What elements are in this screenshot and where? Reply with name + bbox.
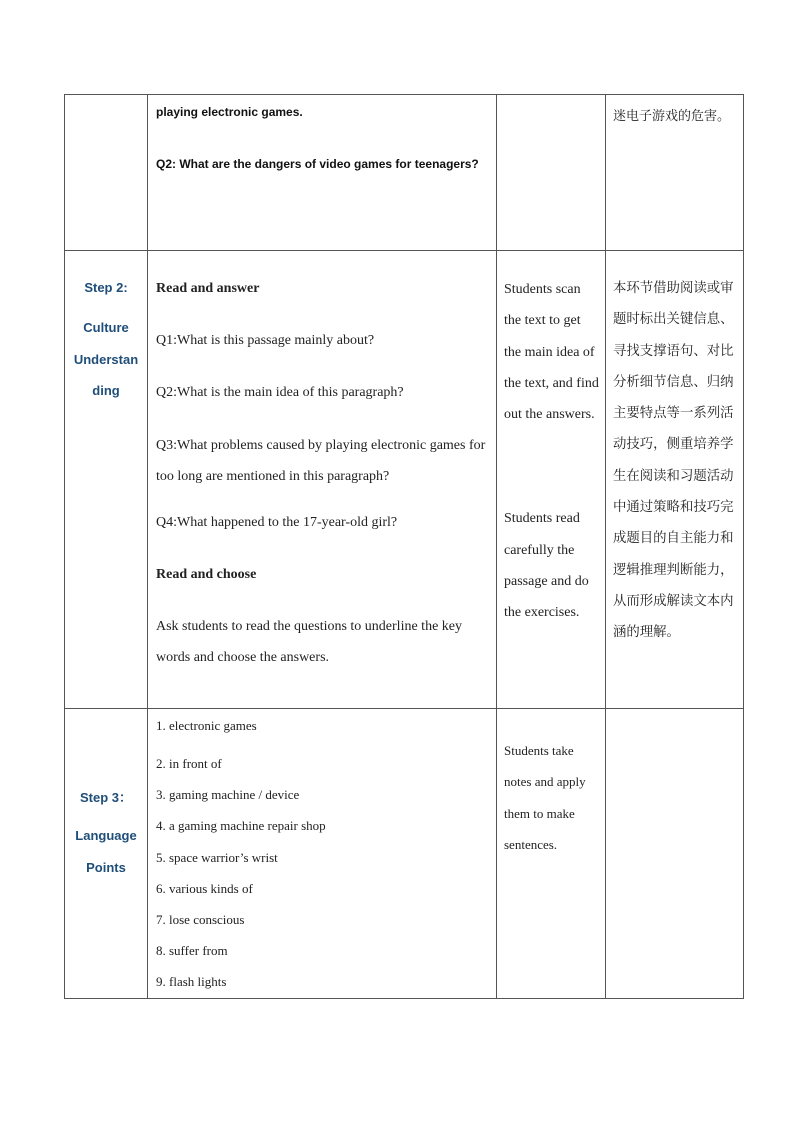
list-item: 5. space warrior’s wrist xyxy=(156,849,278,865)
question-line: Q3:What problems caused by playing electronic games for too long are mentioned in this paragraph? xyxy=(156,438,486,484)
step-title: Step 2: xyxy=(84,280,128,295)
activity-line: playing electronic games. xyxy=(156,105,303,119)
step-cell xyxy=(65,709,148,999)
question-line: Q4:What happened to the 17-year-old girl? xyxy=(156,515,398,530)
step-cell xyxy=(65,251,148,709)
purpose-text: 迷电子游戏的危害。 xyxy=(613,109,731,124)
student-activity-cell xyxy=(497,95,606,251)
section-heading: Read and answer xyxy=(156,281,260,296)
purpose-cell xyxy=(606,95,744,251)
step-title: Step 3： xyxy=(79,790,132,805)
question-line: Q2: What are the dangers of video games for teenagers? xyxy=(156,157,479,171)
purpose-cell xyxy=(606,709,744,999)
student-activity-text: Students read carefully the passage and do the exercises. xyxy=(504,511,589,621)
table-row xyxy=(65,709,744,999)
step-subtitle-line: Understan xyxy=(73,351,139,367)
step-subtitle-line: Culture xyxy=(83,320,129,335)
step-subtitle-line: Points xyxy=(86,859,126,875)
step-cell xyxy=(65,95,148,251)
table-row xyxy=(65,95,744,251)
activity-cell xyxy=(148,95,497,251)
list-item: 4. a gaming machine repair shop xyxy=(156,818,326,834)
instruction-text: Ask students to read the questions to underline the key words and choose the answers. xyxy=(156,619,462,665)
lesson-plan-table xyxy=(64,94,744,999)
list-item: 6. various kinds of xyxy=(156,880,253,896)
list-item: 2. in front of xyxy=(156,756,222,771)
student-activity-text: Students scan the text to get the main idea of the text, and find out the answers. xyxy=(504,282,599,423)
question-line: Q1:What is this passage mainly about? xyxy=(156,333,375,348)
purpose-cell xyxy=(606,251,744,709)
step-subtitle-line: ding xyxy=(92,383,120,398)
student-activity-text: Students take notes and apply them to make sentences. xyxy=(504,743,586,852)
list-item: 8. suffer from xyxy=(156,943,228,959)
activity-cell xyxy=(148,709,497,999)
list-item: 1. electronic games xyxy=(156,718,257,733)
activity-cell xyxy=(148,251,497,709)
list-item: 3. gaming machine / device xyxy=(156,787,300,803)
step-subtitle-line: Language xyxy=(75,828,137,843)
student-activity-cell xyxy=(497,251,606,709)
list-item: 7. lose conscious xyxy=(156,912,245,928)
list-item: 9. flash lights xyxy=(156,974,227,990)
purpose-text: 本环节借助阅读或审题时标出关键信息、寻找支撑语句、对比分析细节信息、归纳主要特点等一系列活动技巧，侧重培养学生在阅读和习题活动中通过策略和技巧完成题目的自主能力和逻辑推理判断能力，从而形成解读文本内涵的理解。 xyxy=(613,281,734,641)
section-heading: Read and choose xyxy=(156,567,257,582)
table-row xyxy=(65,251,744,709)
student-activity-cell xyxy=(497,709,606,999)
question-line: Q2:What is the main idea of this paragraph? xyxy=(156,385,404,400)
